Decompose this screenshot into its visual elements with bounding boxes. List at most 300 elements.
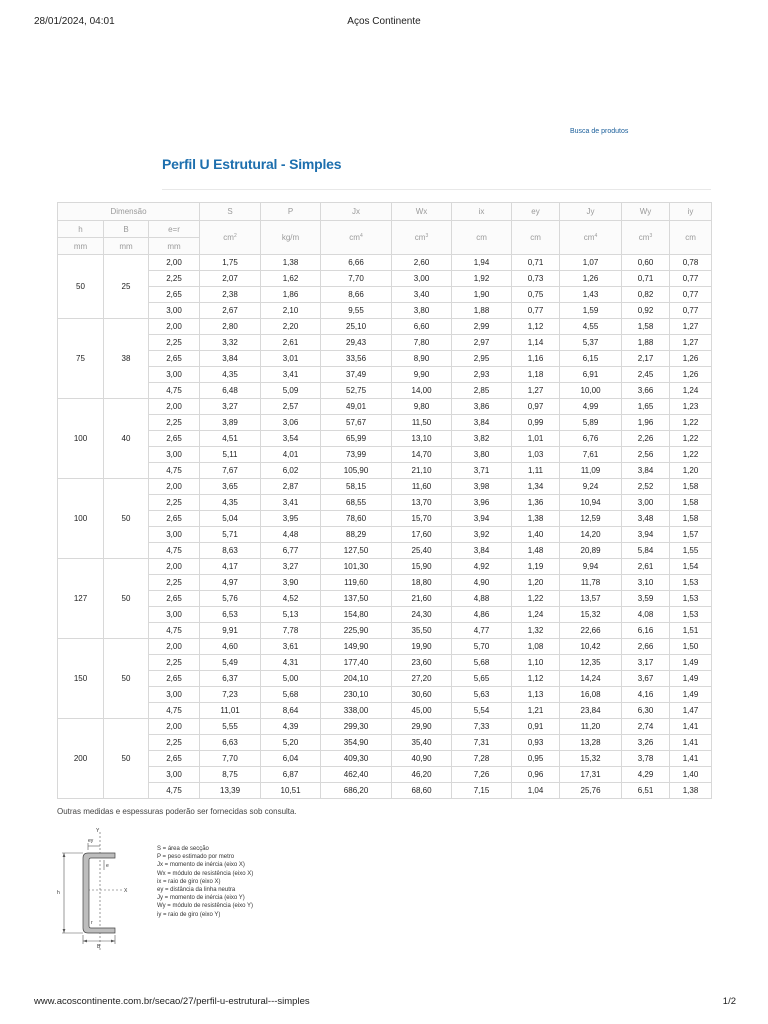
table-cell: 5,84 xyxy=(622,543,670,559)
product-search-link[interactable]: Busca de produtos xyxy=(570,128,629,135)
table-row xyxy=(58,623,712,639)
table-cell: 17,31 xyxy=(560,767,622,783)
table-cell: 3,80 xyxy=(392,303,452,319)
table-cell: 1,27 xyxy=(670,335,712,351)
table-row xyxy=(58,703,712,719)
table-cell: 7,28 xyxy=(452,751,512,767)
table-row xyxy=(58,303,712,319)
table-cell: 16,08 xyxy=(560,687,622,703)
table-cell: 5,13 xyxy=(261,607,321,623)
table-cell: 2,25 xyxy=(149,655,200,671)
table-cell: 68,60 xyxy=(392,783,452,799)
header-dimension: Dimensão xyxy=(58,203,200,221)
table-row xyxy=(58,655,712,671)
table-cell: 7,67 xyxy=(200,463,261,479)
table-cell: 4,92 xyxy=(452,559,512,575)
table-cell: 4,16 xyxy=(622,687,670,703)
table-cell: 4,31 xyxy=(261,655,321,671)
table-cell: 2,87 xyxy=(261,479,321,495)
table-cell: 7,31 xyxy=(452,735,512,751)
table-cell: 204,10 xyxy=(321,671,392,687)
table-cell: 4,52 xyxy=(261,591,321,607)
table-row xyxy=(58,431,712,447)
page-title: Perfil U Estrutural - Simples xyxy=(162,156,342,172)
table-cell: 4,88 xyxy=(452,591,512,607)
header-p: P xyxy=(261,203,321,221)
table-row xyxy=(58,335,712,351)
cell-h: 75 xyxy=(58,319,104,399)
table-cell: 7,78 xyxy=(261,623,321,639)
table-cell: 1,22 xyxy=(670,431,712,447)
table-cell: 35,40 xyxy=(392,735,452,751)
table-cell: 10,94 xyxy=(560,495,622,511)
table-cell: 3,00 xyxy=(392,271,452,287)
table-cell: 13,57 xyxy=(560,591,622,607)
table-cell: 5,54 xyxy=(452,703,512,719)
table-cell: 1,53 xyxy=(670,591,712,607)
table-cell: 3,01 xyxy=(261,351,321,367)
table-cell: 1,22 xyxy=(670,415,712,431)
table-cell: 57,67 xyxy=(321,415,392,431)
table-cell: 1,36 xyxy=(512,495,560,511)
table-cell: 2,99 xyxy=(452,319,512,335)
header-unit-jx xyxy=(321,221,392,255)
table-row xyxy=(58,255,712,271)
table-cell: 12,35 xyxy=(560,655,622,671)
table-cell: 1,53 xyxy=(670,575,712,591)
table-cell: 3,00 xyxy=(149,367,200,383)
table-cell: 4,01 xyxy=(261,447,321,463)
table-cell: 4,17 xyxy=(200,559,261,575)
table-cell: 0,97 xyxy=(512,399,560,415)
table-cell: 7,70 xyxy=(200,751,261,767)
cell-h: 200 xyxy=(58,719,104,799)
table-cell: 45,00 xyxy=(392,703,452,719)
table-cell: 17,60 xyxy=(392,527,452,543)
cell-h: 100 xyxy=(58,479,104,559)
table-cell: 3,86 xyxy=(452,399,512,415)
table-cell: 1,47 xyxy=(670,703,712,719)
table-cell: 5,70 xyxy=(452,639,512,655)
table-cell: 4,29 xyxy=(622,767,670,783)
table-cell: 1,14 xyxy=(512,335,560,351)
unit-text: cm xyxy=(638,233,650,242)
table-cell: 5,63 xyxy=(452,687,512,703)
table-cell: 2,00 xyxy=(149,639,200,655)
table-cell: 1,55 xyxy=(670,543,712,559)
unit-text: cm xyxy=(223,233,234,242)
unit-exponent: 3 xyxy=(649,233,653,239)
spec-table xyxy=(57,202,712,799)
table-cell: 119,60 xyxy=(321,575,392,591)
y-axis-label: Y xyxy=(96,828,100,834)
table-cell: 2,61 xyxy=(622,559,670,575)
table-cell: 2,38 xyxy=(200,287,261,303)
table-cell: 3,84 xyxy=(452,543,512,559)
table-cell: 4,97 xyxy=(200,575,261,591)
table-cell: 6,37 xyxy=(200,671,261,687)
table-cell: 127,50 xyxy=(321,543,392,559)
table-cell: 13,10 xyxy=(392,431,452,447)
table-cell: 0,60 xyxy=(622,255,670,271)
table-row xyxy=(58,367,712,383)
table-cell: 1,58 xyxy=(622,319,670,335)
table-cell: 1,11 xyxy=(512,463,560,479)
table-cell: 3,82 xyxy=(452,431,512,447)
e-label: e xyxy=(106,863,109,869)
header-unit-ey xyxy=(512,221,560,255)
table-row xyxy=(58,415,712,431)
table-cell: 27,20 xyxy=(392,671,452,687)
table-cell: 3,65 xyxy=(200,479,261,495)
legend-item: iy = raio de giro (eixo Y) xyxy=(157,911,221,918)
table-cell: 5,68 xyxy=(452,655,512,671)
table-cell: 14,24 xyxy=(560,671,622,687)
header-jy: Jy xyxy=(560,203,622,221)
table-cell: 5,11 xyxy=(200,447,261,463)
header-wy: Wy xyxy=(622,203,670,221)
table-cell: 2,25 xyxy=(149,495,200,511)
table-cell: 1,75 xyxy=(200,255,261,271)
table-cell: 3,84 xyxy=(200,351,261,367)
table-cell: 1,48 xyxy=(512,543,560,559)
table-cell: 3,06 xyxy=(261,415,321,431)
table-row xyxy=(58,383,712,399)
table-cell: 6,63 xyxy=(200,735,261,751)
table-cell: 9,55 xyxy=(321,303,392,319)
spec-table-container xyxy=(57,202,711,799)
legend-item: Jy = momento de inércia (eixo Y) xyxy=(157,895,245,902)
table-cell: 1,43 xyxy=(560,287,622,303)
table-cell: 11,09 xyxy=(560,463,622,479)
cell-b: 38 xyxy=(104,319,149,399)
b-label: B xyxy=(97,944,101,950)
table-cell: 3,17 xyxy=(622,655,670,671)
table-cell: 3,67 xyxy=(622,671,670,687)
table-cell: 2,25 xyxy=(149,335,200,351)
legend-item: Wx = módulo de resistência (eixo X) xyxy=(157,870,254,877)
cell-b: 50 xyxy=(104,719,149,799)
table-cell: 2,97 xyxy=(452,335,512,351)
table-cell: 4,86 xyxy=(452,607,512,623)
table-cell: 37,49 xyxy=(321,367,392,383)
table-cell: 2,67 xyxy=(200,303,261,319)
table-cell: 3,89 xyxy=(200,415,261,431)
table-cell: 4,75 xyxy=(149,783,200,799)
table-cell: 7,23 xyxy=(200,687,261,703)
table-cell: 0,91 xyxy=(512,719,560,735)
table-cell: 5,65 xyxy=(452,671,512,687)
table-row xyxy=(58,671,712,687)
page-number: 1/2 xyxy=(722,996,736,1007)
table-cell: 1,24 xyxy=(512,607,560,623)
table-cell: 29,90 xyxy=(392,719,452,735)
table-cell: 1,12 xyxy=(512,671,560,687)
table-cell: 3,94 xyxy=(452,511,512,527)
table-cell: 6,02 xyxy=(261,463,321,479)
table-cell: 12,59 xyxy=(560,511,622,527)
table-cell: 3,00 xyxy=(149,607,200,623)
table-cell: 1,96 xyxy=(622,415,670,431)
table-cell: 0,96 xyxy=(512,767,560,783)
table-cell: 7,26 xyxy=(452,767,512,783)
table-cell: 2,10 xyxy=(261,303,321,319)
table-cell: 1,51 xyxy=(670,623,712,639)
table-cell: 1,04 xyxy=(512,783,560,799)
header-ey: ey xyxy=(512,203,560,221)
table-cell: 65,99 xyxy=(321,431,392,447)
table-cell: 1,08 xyxy=(512,639,560,655)
table-cell: 10,00 xyxy=(560,383,622,399)
table-cell: 2,45 xyxy=(622,367,670,383)
table-cell: 0,77 xyxy=(670,287,712,303)
table-cell: 1,50 xyxy=(670,639,712,655)
table-cell: 1,58 xyxy=(670,495,712,511)
table-cell: 8,63 xyxy=(200,543,261,559)
table-cell: 18,80 xyxy=(392,575,452,591)
header-sub-unit-0: mm xyxy=(58,238,104,255)
table-cell: 2,65 xyxy=(149,671,200,687)
table-cell: 4,48 xyxy=(261,527,321,543)
table-cell: 0,93 xyxy=(512,735,560,751)
table-cell: 3,00 xyxy=(149,767,200,783)
table-cell: 3,92 xyxy=(452,527,512,543)
header-sub-1: B xyxy=(104,221,149,238)
header-wx: Wx xyxy=(392,203,452,221)
table-cell: 1,12 xyxy=(512,319,560,335)
header-sub-2: e=r xyxy=(149,221,200,238)
table-cell: 9,94 xyxy=(560,559,622,575)
table-cell: 2,85 xyxy=(452,383,512,399)
table-cell: 8,64 xyxy=(261,703,321,719)
table-cell: 4,60 xyxy=(200,639,261,655)
table-header xyxy=(58,203,712,255)
table-cell: 101,30 xyxy=(321,559,392,575)
table-cell: 23,84 xyxy=(560,703,622,719)
table-cell: 0,77 xyxy=(670,271,712,287)
print-page-title: Aços Continente xyxy=(347,16,421,27)
cell-h: 150 xyxy=(58,639,104,719)
table-cell: 1,40 xyxy=(512,527,560,543)
unit-text: kg/m xyxy=(281,233,300,242)
table-cell: 462,40 xyxy=(321,767,392,783)
unit-text: cm xyxy=(685,233,696,242)
unit-text: cm xyxy=(530,233,541,242)
table-cell: 2,07 xyxy=(200,271,261,287)
table-row xyxy=(58,591,712,607)
table-row xyxy=(58,399,712,415)
table-cell: 1,59 xyxy=(560,303,622,319)
unit-text: cm xyxy=(583,233,595,242)
table-cell: 1,88 xyxy=(622,335,670,351)
table-row xyxy=(58,527,712,543)
table-cell: 4,75 xyxy=(149,383,200,399)
table-row xyxy=(58,495,712,511)
table-row xyxy=(58,719,712,735)
table-cell: 5,20 xyxy=(261,735,321,751)
table-cell: 3,95 xyxy=(261,511,321,527)
table-cell: 6,16 xyxy=(622,623,670,639)
cell-b: 40 xyxy=(104,399,149,479)
table-cell: 9,24 xyxy=(560,479,622,495)
table-cell: 409,30 xyxy=(321,751,392,767)
table-cell: 11,50 xyxy=(392,415,452,431)
ey-label: ey xyxy=(88,838,94,844)
table-cell: 2,00 xyxy=(149,399,200,415)
legend-item: ix = raio de giro (eixo X) xyxy=(157,878,221,885)
table-cell: 5,49 xyxy=(200,655,261,671)
table-cell: 3,41 xyxy=(261,367,321,383)
cell-h: 127 xyxy=(58,559,104,639)
table-cell: 15,32 xyxy=(560,607,622,623)
table-cell: 1,26 xyxy=(670,351,712,367)
unit-text: cm xyxy=(414,233,426,242)
table-cell: 2,95 xyxy=(452,351,512,367)
table-cell: 2,65 xyxy=(149,751,200,767)
table-cell: 40,90 xyxy=(392,751,452,767)
table-cell: 1,22 xyxy=(670,447,712,463)
table-cell: 3,71 xyxy=(452,463,512,479)
table-cell: 105,90 xyxy=(321,463,392,479)
unit-exponent: 3 xyxy=(425,233,429,239)
print-date: 28/01/2024, 04:01 xyxy=(34,16,115,27)
table-cell: 9,90 xyxy=(392,367,452,383)
cell-h: 50 xyxy=(58,255,104,319)
table-cell: 35,50 xyxy=(392,623,452,639)
table-cell: 1,13 xyxy=(512,687,560,703)
table-cell: 225,90 xyxy=(321,623,392,639)
table-cell: 299,30 xyxy=(321,719,392,735)
cell-b: 50 xyxy=(104,479,149,559)
legend-item: ey = distância da linha neutra xyxy=(157,887,236,894)
table-cell: 4,55 xyxy=(560,319,622,335)
table-cell: 0,92 xyxy=(622,303,670,319)
table-cell: 15,70 xyxy=(392,511,452,527)
title-divider xyxy=(162,189,711,190)
table-cell: 2,65 xyxy=(149,591,200,607)
table-row xyxy=(58,447,712,463)
table-cell: 2,00 xyxy=(149,719,200,735)
table-cell: 46,20 xyxy=(392,767,452,783)
table-cell: 4,75 xyxy=(149,623,200,639)
header-unit-wx xyxy=(392,221,452,255)
header-iy: iy xyxy=(670,203,712,221)
table-row xyxy=(58,351,712,367)
unit-exponent: 4 xyxy=(594,233,598,239)
legend-item: S = área de secção xyxy=(157,846,209,852)
table-cell: 3,32 xyxy=(200,335,261,351)
table-row xyxy=(58,559,712,575)
table-cell: 1,18 xyxy=(512,367,560,383)
table-cell: 2,25 xyxy=(149,735,200,751)
table-cell: 3,94 xyxy=(622,527,670,543)
table-cell: 24,30 xyxy=(392,607,452,623)
header-s: S xyxy=(200,203,261,221)
table-cell: 5,37 xyxy=(560,335,622,351)
table-cell: 1,26 xyxy=(560,271,622,287)
table-cell: 4,51 xyxy=(200,431,261,447)
table-cell: 3,84 xyxy=(622,463,670,479)
table-cell: 1,57 xyxy=(670,527,712,543)
table-cell: 10,42 xyxy=(560,639,622,655)
table-cell: 6,87 xyxy=(261,767,321,783)
symbol-legend xyxy=(157,845,253,919)
table-cell: 3,27 xyxy=(261,559,321,575)
table-cell: 1,49 xyxy=(670,655,712,671)
table-cell: 3,90 xyxy=(261,575,321,591)
table-cell: 2,00 xyxy=(149,559,200,575)
table-row xyxy=(58,511,712,527)
table-row xyxy=(58,751,712,767)
table-cell: 0,71 xyxy=(622,271,670,287)
table-row xyxy=(58,783,712,799)
table-cell: 58,15 xyxy=(321,479,392,495)
availability-note: Outras medidas e espessuras poderão ser fornecidas sob consulta. xyxy=(57,807,297,816)
table-cell: 11,20 xyxy=(560,719,622,735)
table-cell: 3,10 xyxy=(622,575,670,591)
table-cell: 1,27 xyxy=(512,383,560,399)
table-cell: 5,68 xyxy=(261,687,321,703)
table-cell: 5,89 xyxy=(560,415,622,431)
table-cell: 25,10 xyxy=(321,319,392,335)
table-cell: 2,56 xyxy=(622,447,670,463)
h-label: h xyxy=(57,890,60,896)
table-cell: 52,75 xyxy=(321,383,392,399)
table-cell: 73,99 xyxy=(321,447,392,463)
table-cell: 4,75 xyxy=(149,463,200,479)
table-cell: 0,95 xyxy=(512,751,560,767)
table-cell: 3,80 xyxy=(452,447,512,463)
table-cell: 2,57 xyxy=(261,399,321,415)
table-cell: 6,15 xyxy=(560,351,622,367)
table-cell: 33,56 xyxy=(321,351,392,367)
table-cell: 3,96 xyxy=(452,495,512,511)
table-cell: 1,26 xyxy=(670,367,712,383)
table-cell: 49,01 xyxy=(321,399,392,415)
table-cell: 2,26 xyxy=(622,431,670,447)
table-cell: 0,75 xyxy=(512,287,560,303)
table-cell: 1,92 xyxy=(452,271,512,287)
table-cell: 3,40 xyxy=(392,287,452,303)
table-cell: 3,54 xyxy=(261,431,321,447)
table-cell: 7,33 xyxy=(452,719,512,735)
table-cell: 2,17 xyxy=(622,351,670,367)
table-cell: 4,77 xyxy=(452,623,512,639)
table-cell: 9,80 xyxy=(392,399,452,415)
table-cell: 7,61 xyxy=(560,447,622,463)
table-cell: 7,70 xyxy=(321,271,392,287)
table-cell: 6,60 xyxy=(392,319,452,335)
legend-item: Jx = momento de inércia (eixo X) xyxy=(157,862,245,869)
header-sub-unit-1: mm xyxy=(104,238,149,255)
table-cell: 0,77 xyxy=(670,303,712,319)
table-cell: 2,60 xyxy=(392,255,452,271)
table-cell: 3,84 xyxy=(452,415,512,431)
table-row xyxy=(58,687,712,703)
table-cell: 0,78 xyxy=(670,255,712,271)
table-body xyxy=(58,255,712,799)
table-row xyxy=(58,271,712,287)
table-cell: 1,27 xyxy=(670,319,712,335)
table-cell: 4,99 xyxy=(560,399,622,415)
header-jx: Jx xyxy=(321,203,392,221)
table-cell: 2,65 xyxy=(149,351,200,367)
table-cell: 3,27 xyxy=(200,399,261,415)
table-cell: 1,49 xyxy=(670,687,712,703)
table-cell: 19,90 xyxy=(392,639,452,655)
unit-text: cm xyxy=(476,233,487,242)
u-profile-diagram xyxy=(54,826,144,956)
